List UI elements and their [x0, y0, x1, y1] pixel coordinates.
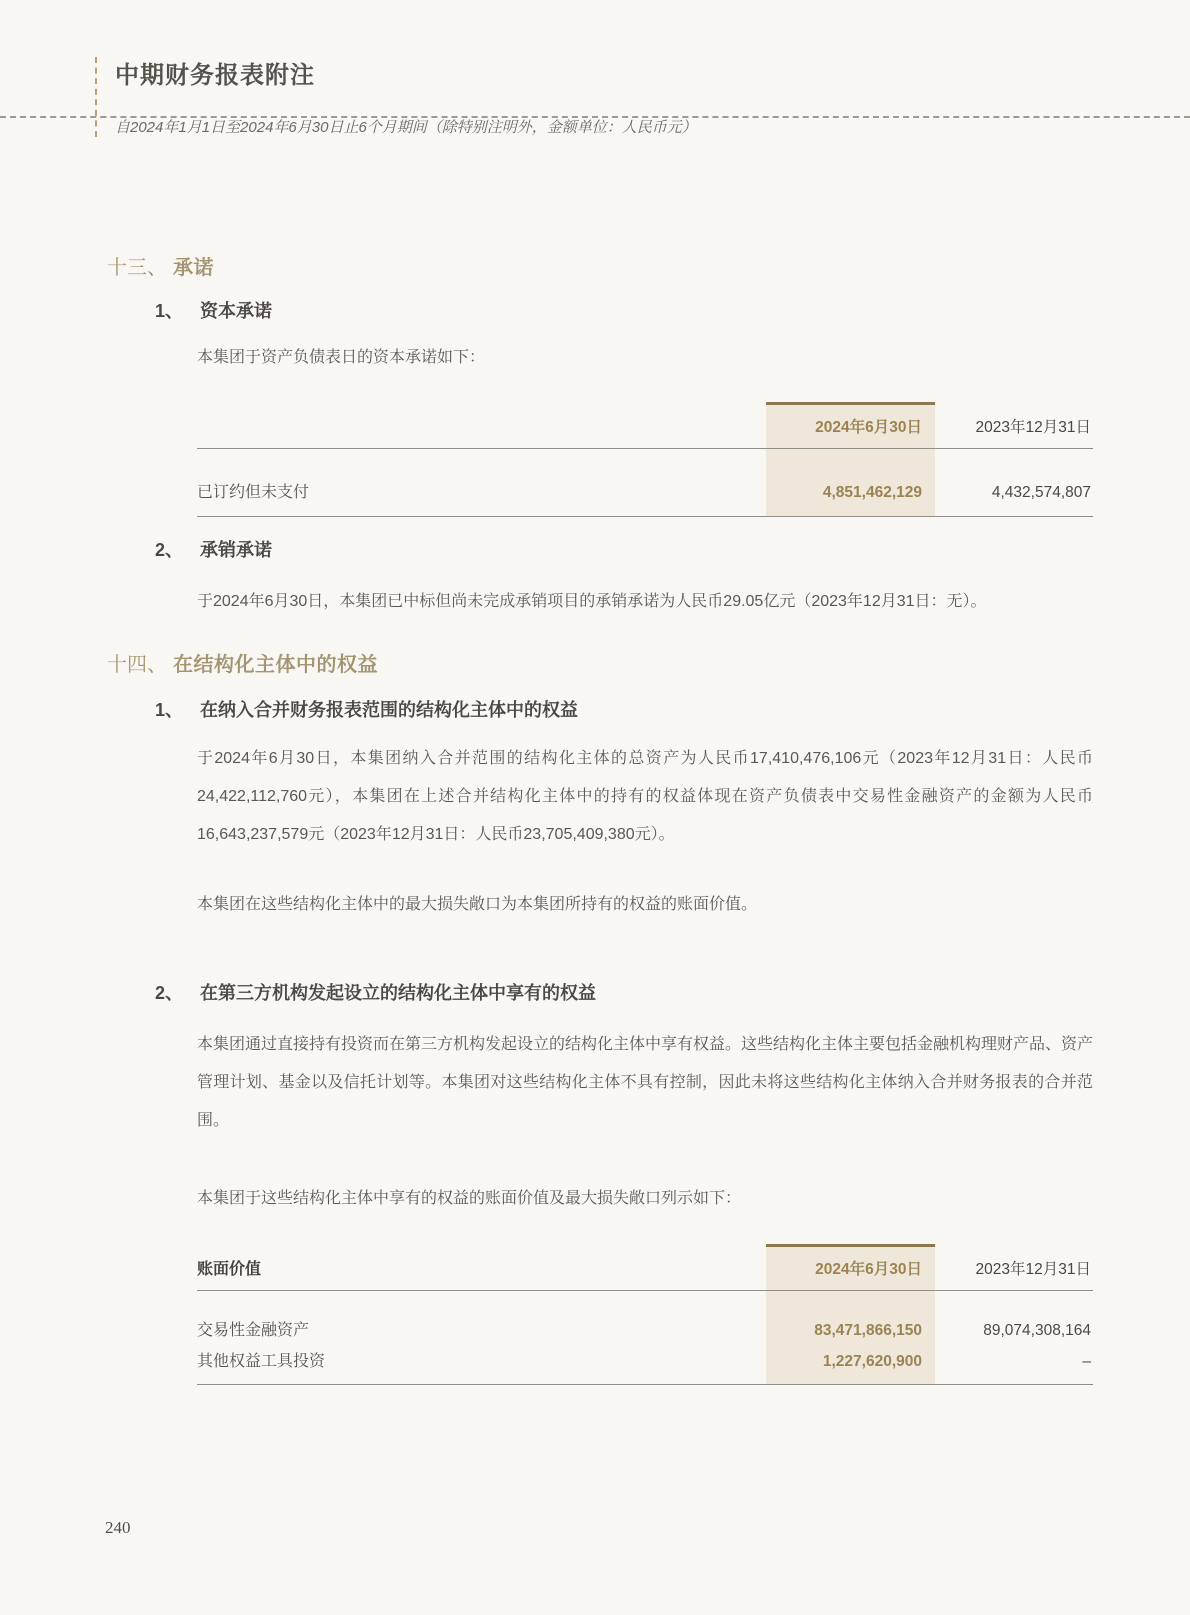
carrying-value-table	[197, 1244, 1093, 1385]
capital-commitments-table	[197, 402, 1093, 517]
page-number: 240	[105, 1518, 131, 1537]
section-14-sub-1-heading	[155, 697, 1093, 723]
table-row	[197, 1344, 1093, 1385]
section-14-sub-2-title: 在第三方机构发起设立的结构化主体中享有的权益	[200, 983, 596, 1003]
row-value-prior: 4,432,574,807	[935, 449, 1093, 517]
page-content	[0, 254, 1190, 1385]
row-value-current: 1,227,620,900	[766, 1344, 935, 1385]
section-14-title: 在结构化主体中的权益	[173, 654, 378, 676]
capital-commitments-intro: 本集团于资产负债表日的资本承诺如下：	[197, 349, 486, 366]
table-row	[197, 1291, 1093, 1345]
section-13-sub-1-number: 1、	[155, 301, 184, 321]
page-header	[0, 0, 1190, 138]
underwriting-commitments-block	[197, 583, 1093, 621]
section-13-title: 承诺	[173, 257, 214, 279]
section-13-sub-1-title: 资本承诺	[200, 301, 272, 321]
row-value-current: 83,471,866,150	[766, 1291, 935, 1345]
table-header-row	[197, 404, 1093, 449]
section-14-sub-1-title: 在纳入合并财务报表范围的结构化主体中的权益	[200, 700, 578, 720]
consolidated-structured-entities-block	[197, 740, 1093, 924]
section-13-sub-2-number: 2、	[155, 540, 184, 560]
table-header-label: 账面价值	[197, 1246, 766, 1291]
section-13-sub-1-heading	[155, 298, 1093, 324]
section-13-sub-2-title: 承销承诺	[200, 540, 272, 560]
row-value-prior: 89,074,308,164	[983, 1322, 1091, 1339]
row-value-prior: –	[935, 1344, 1093, 1385]
section-14-sub-1-number: 1、	[155, 700, 184, 720]
consolidated-structured-entities-para-2: 本集团在这些结构化主体中的最大损失敞口为本集团所持有的权益的账面价值。	[197, 896, 758, 913]
row-value-current: 4,851,462,129	[766, 449, 935, 517]
capital-commitments-intro-block	[197, 346, 1093, 370]
table-header-row	[197, 1246, 1093, 1291]
third-party-structured-entities-block	[197, 1026, 1093, 1218]
table-header-current-period: 2024年6月30日	[766, 404, 935, 449]
page-title: 中期财务报表附注	[115, 63, 315, 89]
row-label: 已订约但未支付	[197, 449, 766, 517]
table-header-prior-period: 2023年12月31日	[935, 404, 1093, 449]
table-header-prior-period: 2023年12月31日	[935, 1246, 1093, 1291]
section-14-number: 十四、	[107, 654, 167, 676]
consolidated-structured-entities-para-1: 于2024年6月30日，本集团纳入合并范围的结构化主体的总资产为人民币17,410,476,106元（2023年12月31日：人民币24,422,112,760元），本集团在上述合并结构化主体中的持有的权益体现在资产负债表中交易性金融资产的金额为人民币16,643,237,579元（2023年12月31日：人民币23,705,409,380元）。	[197, 750, 1093, 843]
row-label: 其他权益工具投资	[197, 1344, 766, 1385]
table-header-current-period: 2024年6月30日	[766, 1246, 935, 1291]
third-party-structured-entities-para-2: 本集团于这些结构化主体中享有的权益的账面价值及最大损失敞口列示如下：	[197, 1190, 742, 1207]
carrying-value-table-block	[197, 1244, 1093, 1385]
table-header-label	[197, 404, 766, 449]
section-14-heading	[107, 651, 1093, 679]
capital-commitments-table-block	[197, 402, 1093, 517]
section-13-heading	[107, 254, 1093, 282]
section-14-sub-2-heading	[155, 980, 1093, 1006]
section-14-sub-2-number: 2、	[155, 983, 184, 1003]
third-party-structured-entities-para-1: 本集团通过直接持有投资而在第三方机构发起设立的结构化主体中享有权益。这些结构化主体主要包括金融机构理财产品、资产管理计划、基金以及信托计划等。本集团对这些结构化主体不具有控制，因此未将这些结构化主体纳入合并财务报表的合并范围。	[197, 1036, 1094, 1129]
table-row	[197, 449, 1093, 517]
row-label: 交易性金融资产	[197, 1322, 310, 1339]
underwriting-commitments-text: 于2024年6月30日，本集团已中标但尚未完成承销项目的承销承诺为人民币29.05亿元（2023年12月31日：无）。	[197, 593, 987, 610]
section-13-number: 十三、	[107, 257, 167, 279]
section-13-sub-2-heading	[155, 537, 1093, 563]
page-subtitle: 自2024年1月1日至2024年6月30日止6个月期间（除特别注明外，金额单位：人民币元）	[115, 119, 697, 136]
